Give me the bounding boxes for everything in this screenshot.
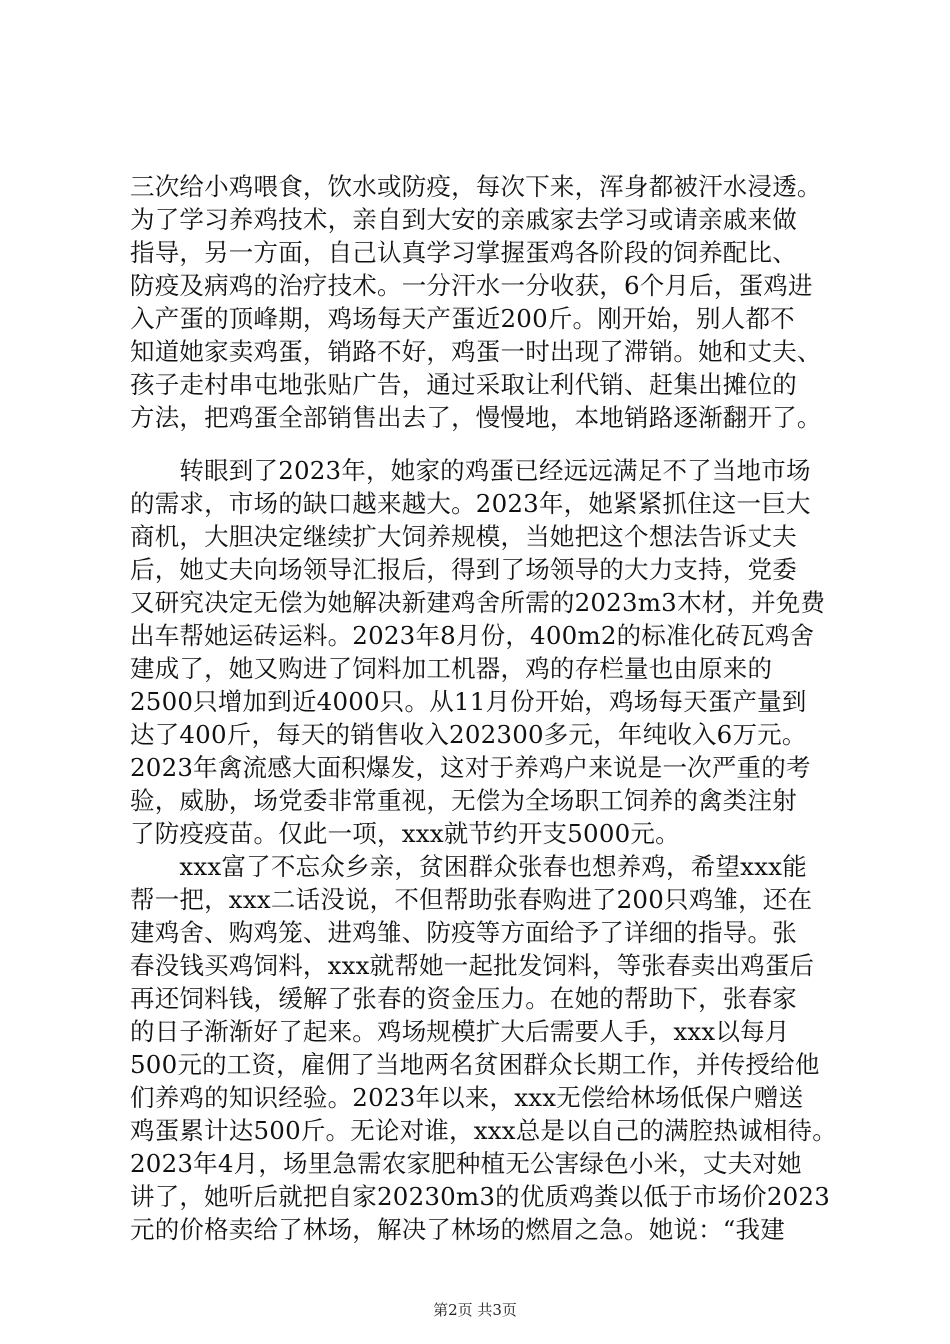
text-line: 后，她丈夫向场领导汇报后，得到了场领导的大力支持，党委 bbox=[130, 555, 797, 584]
text-line: 建成了，她又购进了饲料加工机器，鸡的存栏量也由原来的 bbox=[130, 654, 773, 683]
text-line: 春没钱买鸡饲料，xxx就帮她一起批发饲料，等张春卖出鸡蛋后 bbox=[130, 951, 815, 980]
text-line: 的日子渐渐好了起来。鸡场规模扩大后需要人手，xxx以每月 bbox=[130, 1017, 790, 1046]
text-line: 为了学习养鸡技术，亲自到大安的亲戚家去学习或请亲戚来做 bbox=[130, 205, 797, 234]
text-line: 出车帮她运砖运料。2023年8月份，400m2的标准化砖瓦鸡舍 bbox=[130, 621, 815, 650]
text-line: 建鸡舍、购鸡笼、进鸡雏、防疫等方面给予了详细的指导。张 bbox=[130, 918, 797, 947]
text-line: 又研究决定无偿为她解决新建鸡舍所需的2023m3木材，并免费 bbox=[130, 588, 826, 617]
page-footer: 第2页 共3页 bbox=[433, 1301, 517, 1319]
text-line: 鸡蛋累计达500斤。无论对谁，xxx总是以自己的满腔热诚相待。 bbox=[130, 1116, 837, 1145]
text-line: 2500只增加到近4000只。从11月份开始，鸡场每天蛋产量到 bbox=[130, 687, 807, 716]
text-line: 商机，大胆决定继续扩大饲养规模，当她把这个想法告诉丈夫 bbox=[130, 522, 797, 551]
text-line: 了防疫疫苗。仅此一项，xxx就节约开支5000元。 bbox=[130, 819, 680, 848]
text-line: 入产蛋的顶峰期，鸡场每天产蛋近200斤。刚开始，别人都不 bbox=[130, 304, 795, 333]
text-line: 元的价格卖给了林场，解决了林场的燃眉之急。她说：“我建 bbox=[130, 1215, 785, 1244]
text-line: 转眼到了2023年，她家的鸡蛋已经远远满足不了当地市场 bbox=[130, 456, 811, 485]
text-line: 达了400斤，每天的销售收入202300多元，年纯收入6万元。 bbox=[130, 720, 807, 749]
text-line: 帮一把，xxx二话没说，不但帮助张春购进了200只鸡雏，还在 bbox=[130, 885, 813, 914]
text-line: 的需求，市场的缺口越来越大。2023年，她紧紧抓住这一巨大 bbox=[130, 489, 811, 518]
text-line: 2023年禽流感大面积爆发，这对于养鸡户来说是一次严重的考 bbox=[130, 753, 811, 782]
text-line: 知道她家卖鸡蛋，销路不好，鸡蛋一时出现了滞销。她和丈夫、 bbox=[130, 337, 822, 366]
text-line: 验，威胁，场党委非常重视，无偿为全场职工饲养的禽类注射 bbox=[130, 786, 797, 815]
text-line: 指导，另一方面，自己认真学习掌握蛋鸡各阶段的饲养配比、 bbox=[130, 238, 797, 267]
text-line: 方法，把鸡蛋全部销售出去了，慢慢地，本地销路逐渐翻开了。 bbox=[130, 403, 822, 432]
text-line: 三次给小鸡喂食，饮水或防疫，每次下来，浑身都被汗水浸透。 bbox=[130, 172, 822, 201]
text-line: 2023年4月，场里急需农家肥种植无公害绿色小米，丈夫对她 bbox=[130, 1149, 802, 1178]
text-line: 500元的工资，雇佣了当地两名贫困群众长期工作，并传授给他 bbox=[130, 1050, 820, 1079]
text-line: 防疫及病鸡的治疗技术。一分汗水一分收获，6个月后，蛋鸡进 bbox=[130, 271, 813, 300]
text-line: xxx富了不忘众乡亲，贫困群众张春也想养鸡，希望xxx能 bbox=[130, 852, 807, 881]
text-line: 们养鸡的知识经验。2023年以来，xxx无偿给林场低保户赠送 bbox=[130, 1083, 804, 1112]
text-line: 再还饲料钱，缓解了张春的资金压力。在她的帮助下，张春家 bbox=[130, 984, 797, 1013]
text-line: 孩子走村串屯地张贴广告，通过采取让利代销、赶集出摊位的 bbox=[130, 370, 797, 399]
text-line: 讲了，她听后就把自家20230m3的优质鸡粪以低于市场价2023 bbox=[130, 1182, 831, 1211]
